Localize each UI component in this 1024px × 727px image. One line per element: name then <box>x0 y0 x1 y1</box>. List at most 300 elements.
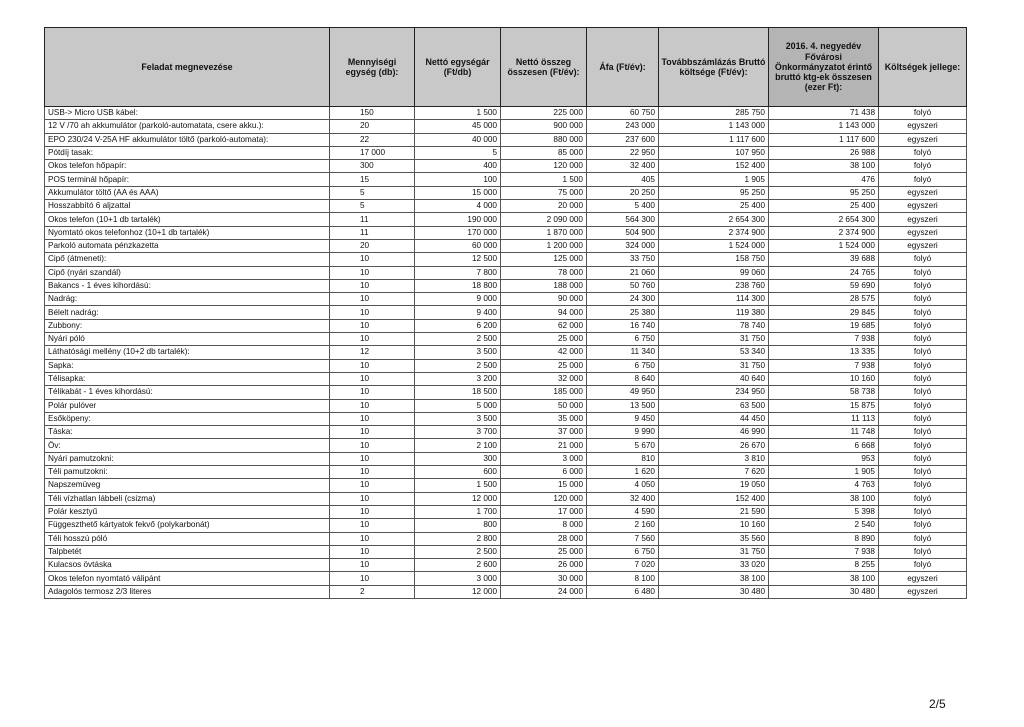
cell-net-total: 1 870 000 <box>501 226 587 239</box>
cell-vat: 5 670 <box>587 439 659 452</box>
table-row <box>45 293 967 306</box>
cell-qty: 22 <box>330 133 415 146</box>
cell-type: folyó <box>879 532 967 545</box>
cell-name: Sapka: <box>45 359 330 372</box>
cell-name: Táska: <box>45 426 330 439</box>
table-row <box>45 505 967 518</box>
cell-gross: 31 750 <box>659 545 769 558</box>
cell-vat: 2 160 <box>587 519 659 532</box>
cell-gross: 33 020 <box>659 559 769 572</box>
cell-type: folyó <box>879 107 967 120</box>
cell-vat: 9 990 <box>587 426 659 439</box>
cell-qty: 10 <box>330 253 415 266</box>
cell-type: folyó <box>879 146 967 159</box>
cell-q4: 1 117 600 <box>769 133 879 146</box>
cell-gross: 44 450 <box>659 412 769 425</box>
cell-qty: 10 <box>330 266 415 279</box>
cell-net-total: 6 000 <box>501 466 587 479</box>
cell-net-unit-price: 12 500 <box>415 253 501 266</box>
cell-qty: 5 <box>330 200 415 213</box>
cell-net-unit-price: 3 000 <box>415 572 501 585</box>
cell-name: Téli vízhatlan lábbeli (csizma) <box>45 492 330 505</box>
table-row <box>45 333 967 346</box>
table-row <box>45 492 967 505</box>
header-rebill: Továbbszámlázás Bruttó költsége (Ft/év): <box>659 28 769 107</box>
cell-name: Nadrág: <box>45 293 330 306</box>
cell-net-total: 20 000 <box>501 200 587 213</box>
cell-qty: 10 <box>330 306 415 319</box>
cell-net-total: 185 000 <box>501 386 587 399</box>
cell-net-unit-price: 600 <box>415 466 501 479</box>
cell-qty: 11 <box>330 213 415 226</box>
cell-vat: 24 300 <box>587 293 659 306</box>
cell-net-total: 1 200 000 <box>501 239 587 252</box>
table-row <box>45 133 967 146</box>
cell-net-unit-price: 6 200 <box>415 319 501 332</box>
cell-vat: 8 640 <box>587 372 659 385</box>
header-vat: Áfa (Ft/év): <box>587 28 659 107</box>
cell-type: egyszeri <box>879 120 967 133</box>
cell-qty: 10 <box>330 559 415 572</box>
cell-vat: 4 050 <box>587 479 659 492</box>
table-row <box>45 239 967 252</box>
table-row <box>45 319 967 332</box>
cell-net-unit-price: 9 000 <box>415 293 501 306</box>
table-row <box>45 559 967 572</box>
cell-name: Nyári pamutzokni: <box>45 452 330 465</box>
table-row <box>45 306 967 319</box>
cell-qty: 300 <box>330 160 415 173</box>
table-row <box>45 386 967 399</box>
cell-gross: 31 750 <box>659 359 769 372</box>
cell-qty: 10 <box>330 293 415 306</box>
cell-gross: 1 143 000 <box>659 120 769 133</box>
cell-q4: 1 905 <box>769 466 879 479</box>
cell-type: folyó <box>879 426 967 439</box>
cell-qty: 10 <box>330 372 415 385</box>
cell-gross: 114 300 <box>659 293 769 306</box>
cell-net-total: 42 000 <box>501 346 587 359</box>
page-number: 2/5 <box>929 697 946 711</box>
cell-qty: 15 <box>330 173 415 186</box>
cell-qty: 10 <box>330 439 415 452</box>
cell-type: folyó <box>879 372 967 385</box>
cell-qty: 20 <box>330 120 415 133</box>
cell-vat: 6 750 <box>587 333 659 346</box>
cell-net-total: 900 000 <box>501 120 587 133</box>
cell-gross: 21 590 <box>659 505 769 518</box>
cell-name: Kulacsos övtáska <box>45 559 330 572</box>
cell-name: Nyomtató okos telefonhoz (10+1 db tartalék) <box>45 226 330 239</box>
cell-net-total: 25 000 <box>501 359 587 372</box>
cell-net-unit-price: 18 800 <box>415 279 501 292</box>
cell-type: folyó <box>879 253 967 266</box>
cell-qty: 10 <box>330 479 415 492</box>
cell-gross: 1 117 600 <box>659 133 769 146</box>
cell-type: folyó <box>879 293 967 306</box>
cell-net-total: 120 000 <box>501 492 587 505</box>
cell-qty: 10 <box>330 466 415 479</box>
cell-type: folyó <box>879 319 967 332</box>
cell-type: folyó <box>879 346 967 359</box>
cell-net-unit-price: 12 000 <box>415 585 501 598</box>
cell-net-unit-price: 800 <box>415 519 501 532</box>
cell-name: POS terminál hőpapír: <box>45 173 330 186</box>
cell-vat: 11 340 <box>587 346 659 359</box>
cell-vat: 9 450 <box>587 412 659 425</box>
cell-qty: 12 <box>330 346 415 359</box>
table-row <box>45 200 967 213</box>
cell-net-unit-price: 2 600 <box>415 559 501 572</box>
cell-type: folyó <box>879 279 967 292</box>
cell-name: Téli pamutzokni: <box>45 466 330 479</box>
cell-name: Napszemüveg <box>45 479 330 492</box>
cell-gross: 234 950 <box>659 386 769 399</box>
cell-q4: 10 160 <box>769 372 879 385</box>
cell-type: folyó <box>879 160 967 173</box>
cell-net-total: 120 000 <box>501 160 587 173</box>
table-row <box>45 173 967 186</box>
cell-vat: 504 900 <box>587 226 659 239</box>
cell-net-unit-price: 60 000 <box>415 239 501 252</box>
cell-vat: 60 750 <box>587 107 659 120</box>
cell-q4: 11 113 <box>769 412 879 425</box>
cell-name: Talpbetét <box>45 545 330 558</box>
cell-name: Cipő (nyári szandál) <box>45 266 330 279</box>
cell-type: folyó <box>879 266 967 279</box>
cell-vat: 50 760 <box>587 279 659 292</box>
cell-q4: 19 685 <box>769 319 879 332</box>
cell-name: Parkoló automata pénzkazetta <box>45 239 330 252</box>
cell-vat: 25 380 <box>587 306 659 319</box>
cell-qty: 10 <box>330 532 415 545</box>
cell-vat: 33 750 <box>587 253 659 266</box>
cell-net-unit-price: 1 700 <box>415 505 501 518</box>
header-name: Feladat megnevezése <box>45 28 330 107</box>
cell-net-total: 17 000 <box>501 505 587 518</box>
table-row <box>45 412 967 425</box>
cell-qty: 10 <box>330 492 415 505</box>
cell-q4: 2 540 <box>769 519 879 532</box>
cell-net-total: 24 000 <box>501 585 587 598</box>
cell-name: Öv: <box>45 439 330 452</box>
header-net-unit-price: Nettó egységár (Ft/db) <box>415 28 501 107</box>
cell-net-total: 25 000 <box>501 333 587 346</box>
cell-type: egyszeri <box>879 133 967 146</box>
cell-net-unit-price: 100 <box>415 173 501 186</box>
cell-gross: 158 750 <box>659 253 769 266</box>
cell-net-total: 15 000 <box>501 479 587 492</box>
cell-qty: 10 <box>330 452 415 465</box>
cell-net-unit-price: 300 <box>415 452 501 465</box>
table-row <box>45 426 967 439</box>
cell-gross: 1 905 <box>659 173 769 186</box>
cell-vat: 1 620 <box>587 466 659 479</box>
cell-gross: 53 340 <box>659 346 769 359</box>
cell-net-unit-price: 7 800 <box>415 266 501 279</box>
cell-qty: 10 <box>330 279 415 292</box>
cell-name: 12 V /70 ah akkumulátor (parkoló-automatata, csere akku.): <box>45 120 330 133</box>
cell-q4: 28 575 <box>769 293 879 306</box>
cell-vat: 22 950 <box>587 146 659 159</box>
cell-type: folyó <box>879 399 967 412</box>
cell-net-total: 75 000 <box>501 186 587 199</box>
cell-name: Adagolós termosz 2/3 literes <box>45 585 330 598</box>
cell-net-unit-price: 4 000 <box>415 200 501 213</box>
table-row <box>45 532 967 545</box>
cell-vat: 4 590 <box>587 505 659 518</box>
cell-net-unit-price: 2 500 <box>415 545 501 558</box>
cell-gross: 285 750 <box>659 107 769 120</box>
cell-q4: 4 763 <box>769 479 879 492</box>
cell-name: Hosszabbító 6 aljzattal <box>45 200 330 213</box>
table-row <box>45 226 967 239</box>
cell-vat: 405 <box>587 173 659 186</box>
cell-vat: 237 600 <box>587 133 659 146</box>
cell-name: Zubbony: <box>45 319 330 332</box>
cell-qty: 150 <box>330 107 415 120</box>
cell-qty: 17 000 <box>330 146 415 159</box>
cell-q4: 6 668 <box>769 439 879 452</box>
cell-vat: 13 500 <box>587 399 659 412</box>
cell-net-total: 94 000 <box>501 306 587 319</box>
cell-vat: 8 100 <box>587 572 659 585</box>
cell-name: Okos telefon hőpapír: <box>45 160 330 173</box>
cell-net-unit-price: 3 500 <box>415 346 501 359</box>
cell-net-total: 188 000 <box>501 279 587 292</box>
cell-net-total: 1 500 <box>501 173 587 186</box>
cell-net-unit-price: 5 <box>415 146 501 159</box>
cell-gross: 30 480 <box>659 585 769 598</box>
cell-gross: 63 500 <box>659 399 769 412</box>
cell-name: Okos telefon (10+1 db tartalék) <box>45 213 330 226</box>
cell-name: Esőköpeny: <box>45 412 330 425</box>
cell-net-total: 880 000 <box>501 133 587 146</box>
cell-qty: 20 <box>330 239 415 252</box>
cell-name: Nyári póló <box>45 333 330 346</box>
cell-gross: 35 560 <box>659 532 769 545</box>
cell-q4: 25 400 <box>769 200 879 213</box>
header-q4: 2016. 4. negyedév Fővárosi Önkormányzatot érintő bruttó ktg-ek összesen (ezer Ft): <box>769 28 879 107</box>
table-row <box>45 519 967 532</box>
cell-type: folyó <box>879 306 967 319</box>
cell-gross: 19 050 <box>659 479 769 492</box>
cell-net-unit-price: 2 100 <box>415 439 501 452</box>
cell-type: egyszeri <box>879 200 967 213</box>
cell-qty: 10 <box>330 399 415 412</box>
cell-qty: 10 <box>330 359 415 372</box>
cell-net-unit-price: 15 000 <box>415 186 501 199</box>
table-row <box>45 213 967 226</box>
cell-qty: 5 <box>330 186 415 199</box>
cell-name: Polár kesztyű <box>45 505 330 518</box>
cell-q4: 15 875 <box>769 399 879 412</box>
cell-qty: 10 <box>330 386 415 399</box>
cell-q4: 953 <box>769 452 879 465</box>
cell-q4: 95 250 <box>769 186 879 199</box>
cell-q4: 7 938 <box>769 545 879 558</box>
cell-vat: 32 400 <box>587 160 659 173</box>
cell-type: folyó <box>879 492 967 505</box>
cell-type: egyszeri <box>879 572 967 585</box>
cell-net-total: 35 000 <box>501 412 587 425</box>
cell-qty: 11 <box>330 226 415 239</box>
cell-net-unit-price: 3 200 <box>415 372 501 385</box>
cell-qty: 10 <box>330 545 415 558</box>
cell-vat: 16 740 <box>587 319 659 332</box>
cell-net-unit-price: 2 500 <box>415 333 501 346</box>
cell-vat: 5 400 <box>587 200 659 213</box>
cell-q4: 58 738 <box>769 386 879 399</box>
cell-type: egyszeri <box>879 226 967 239</box>
cell-net-unit-price: 170 000 <box>415 226 501 239</box>
cell-gross: 78 740 <box>659 319 769 332</box>
cell-type: folyó <box>879 466 967 479</box>
cell-net-unit-price: 1 500 <box>415 479 501 492</box>
cell-net-total: 78 000 <box>501 266 587 279</box>
cell-qty: 10 <box>330 505 415 518</box>
cell-gross: 99 060 <box>659 266 769 279</box>
cell-vat: 6 750 <box>587 545 659 558</box>
table-row <box>45 585 967 598</box>
header-row <box>45 28 967 107</box>
cell-qty: 10 <box>330 426 415 439</box>
cell-qty: 2 <box>330 585 415 598</box>
cell-gross: 107 950 <box>659 146 769 159</box>
cell-net-unit-price: 190 000 <box>415 213 501 226</box>
cell-net-unit-price: 5 000 <box>415 399 501 412</box>
cell-q4: 71 438 <box>769 107 879 120</box>
cell-name: Függeszthető kártyatok fekvő (polykarbonát) <box>45 519 330 532</box>
cell-q4: 2 654 300 <box>769 213 879 226</box>
cell-q4: 8 255 <box>769 559 879 572</box>
cell-gross: 95 250 <box>659 186 769 199</box>
cell-q4: 38 100 <box>769 572 879 585</box>
cell-name: Télisapka: <box>45 372 330 385</box>
cell-gross: 25 400 <box>659 200 769 213</box>
cell-gross: 1 524 000 <box>659 239 769 252</box>
cell-q4: 38 100 <box>769 160 879 173</box>
cell-gross: 119 380 <box>659 306 769 319</box>
cell-type: folyó <box>879 412 967 425</box>
table-row <box>45 359 967 372</box>
table-row <box>45 545 967 558</box>
cell-name: Okos telefon nyomtató válipánt <box>45 572 330 585</box>
table-row <box>45 146 967 159</box>
cell-net-unit-price: 2 800 <box>415 532 501 545</box>
cell-q4: 38 100 <box>769 492 879 505</box>
cell-gross: 238 760 <box>659 279 769 292</box>
table-row <box>45 479 967 492</box>
cell-type: folyó <box>879 479 967 492</box>
cell-net-total: 26 000 <box>501 559 587 572</box>
cell-net-total: 85 000 <box>501 146 587 159</box>
cell-q4: 8 890 <box>769 532 879 545</box>
header-type: Költségek jellege: <box>879 28 967 107</box>
cell-gross: 152 400 <box>659 160 769 173</box>
cell-q4: 1 143 000 <box>769 120 879 133</box>
cell-qty: 10 <box>330 319 415 332</box>
cell-name: Akkumulátor töltő (AA és AAA) <box>45 186 330 199</box>
cell-gross: 31 750 <box>659 333 769 346</box>
cell-q4: 7 938 <box>769 333 879 346</box>
cell-qty: 10 <box>330 333 415 346</box>
cell-gross: 38 100 <box>659 572 769 585</box>
cell-q4: 7 938 <box>769 359 879 372</box>
table-row <box>45 452 967 465</box>
cell-net-total: 225 000 <box>501 107 587 120</box>
cell-q4: 30 480 <box>769 585 879 598</box>
cell-net-unit-price: 45 000 <box>415 120 501 133</box>
cell-gross: 46 990 <box>659 426 769 439</box>
cell-qty: 10 <box>330 572 415 585</box>
header-unit: Mennyiségi egység (db): <box>330 28 415 107</box>
table-row <box>45 160 967 173</box>
cell-gross: 3 810 <box>659 452 769 465</box>
cell-name: EPO 230/24 V-25A HF akkumulátor töltő (parkoló-automata): <box>45 133 330 146</box>
cell-q4: 1 524 000 <box>769 239 879 252</box>
cell-type: folyó <box>879 519 967 532</box>
cell-net-total: 2 090 000 <box>501 213 587 226</box>
cell-net-total: 32 000 <box>501 372 587 385</box>
cell-name: Polár pulóver <box>45 399 330 412</box>
cell-net-total: 37 000 <box>501 426 587 439</box>
cell-q4: 26 988 <box>769 146 879 159</box>
cell-net-total: 62 000 <box>501 319 587 332</box>
cell-name: Téli hosszú póló <box>45 532 330 545</box>
cell-qty: 10 <box>330 519 415 532</box>
cell-vat: 7 560 <box>587 532 659 545</box>
cell-net-total: 50 000 <box>501 399 587 412</box>
cell-net-total: 28 000 <box>501 532 587 545</box>
cell-vat: 32 400 <box>587 492 659 505</box>
cell-net-unit-price: 12 000 <box>415 492 501 505</box>
cell-net-unit-price: 3 700 <box>415 426 501 439</box>
cell-name: Télikabát - 1 éves kihordású: <box>45 386 330 399</box>
cell-q4: 24 765 <box>769 266 879 279</box>
cell-q4: 13 335 <box>769 346 879 359</box>
cell-q4: 5 398 <box>769 505 879 518</box>
table-row <box>45 572 967 585</box>
cell-gross: 152 400 <box>659 492 769 505</box>
table-row <box>45 439 967 452</box>
table-row <box>45 399 967 412</box>
header-net-total: Nettó összeg összesen (Ft/év): <box>501 28 587 107</box>
cell-net-unit-price: 400 <box>415 160 501 173</box>
cell-q4: 59 690 <box>769 279 879 292</box>
cell-net-unit-price: 9 400 <box>415 306 501 319</box>
cell-type: folyó <box>879 173 967 186</box>
cell-type: folyó <box>879 545 967 558</box>
cell-vat: 7 020 <box>587 559 659 572</box>
cell-vat: 6 480 <box>587 585 659 598</box>
table-row <box>45 279 967 292</box>
cell-net-total: 125 000 <box>501 253 587 266</box>
cell-net-total: 8 000 <box>501 519 587 532</box>
cell-name: USB-> Micro USB kábel: <box>45 107 330 120</box>
table-row <box>45 253 967 266</box>
cell-q4: 29 845 <box>769 306 879 319</box>
cell-name: Pótdíj tasak: <box>45 146 330 159</box>
cell-vat: 564 300 <box>587 213 659 226</box>
cell-type: folyó <box>879 505 967 518</box>
cell-type: folyó <box>879 559 967 572</box>
cell-net-total: 90 000 <box>501 293 587 306</box>
cell-type: folyó <box>879 333 967 346</box>
cell-gross: 7 620 <box>659 466 769 479</box>
cell-net-total: 3 000 <box>501 452 587 465</box>
cell-name: Láthatósági mellény (10+2 db tartalék): <box>45 346 330 359</box>
